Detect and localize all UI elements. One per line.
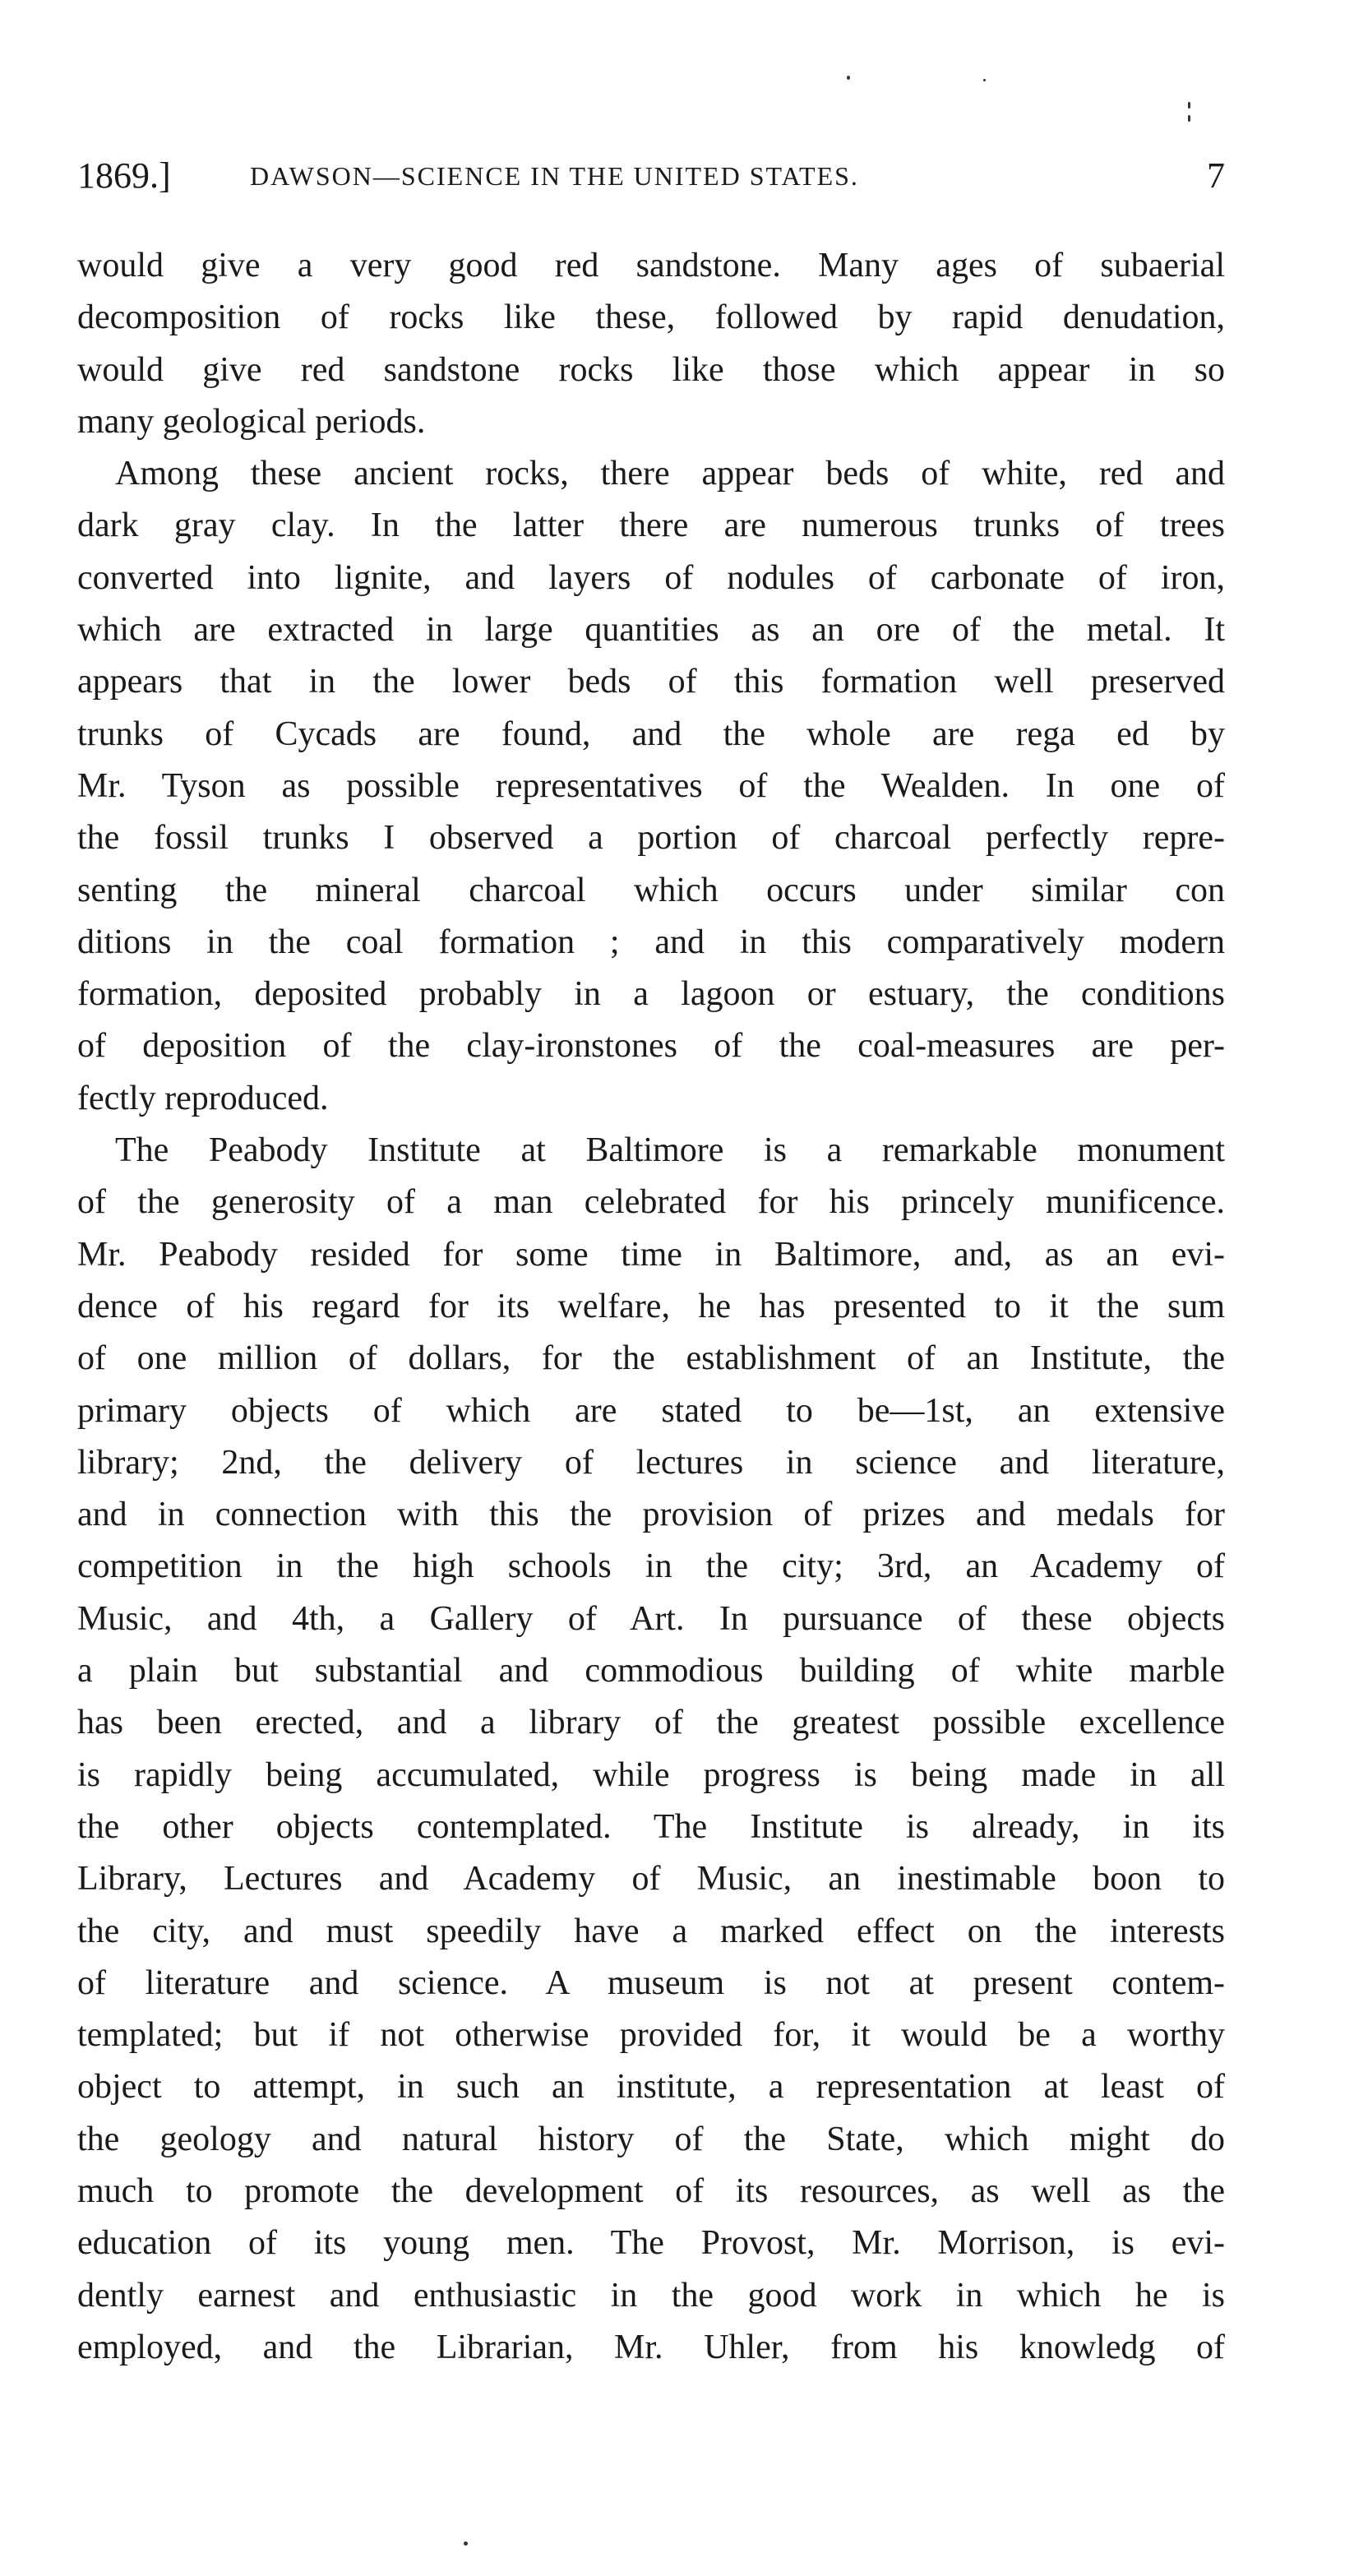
text-line: object to attempt, in such an institute, a representation at least of	[77, 2068, 1225, 2107]
text-line: appears that in the lower beds of this formation well preserved	[77, 663, 1225, 701]
paragraph-first-line: Among these ancient rocks, there appear beds of white, red and	[115, 455, 1225, 493]
text-line: is rapidly being accumulated, while progress is being made in all	[77, 1755, 1225, 1794]
text-line: decomposition of rocks like these, followed by rapid denudation,	[77, 298, 1225, 337]
text-line: of literature and science. A museum is not at present contem-	[77, 1963, 1225, 2002]
text-line: Mr. Tyson as possible representatives of the Wealden. In one of	[77, 766, 1225, 805]
ink-speck	[1188, 102, 1190, 109]
text-line: fectly reproduced.	[77, 1079, 329, 1117]
running-title: DAWSON—SCIENCE IN THE UNITED STATES.	[250, 161, 859, 191]
text-line: the city, and must speedily have a marked effect on the interests	[77, 1912, 1225, 1950]
text-line: Music, and 4th, a Gallery of Art. In pursuance of these objects	[77, 1599, 1225, 1638]
text-line: formation, deposited probably in a lagoon or estuary, the conditions	[77, 975, 1225, 1014]
text-line: which are extracted in large quantities as an ore of the metal. It	[77, 611, 1225, 650]
text-line: templated; but if not otherwise provided for, it would be a worthy	[77, 2016, 1225, 2055]
text-line: has been erected, and a library of the greatest possible excellence	[77, 1704, 1225, 1742]
text-line: dark gray clay. In the latter there are numerous trunks of trees	[77, 506, 1225, 545]
text-line: Library, Lectures and Academy of Music, an inestimable boon to	[77, 1860, 1225, 1898]
text-line: dently earnest and enthusiastic in the good work in which he is	[77, 2276, 1225, 2315]
text-line: ditions in the coal formation ; and in this comparatively modern	[77, 923, 1225, 961]
text-line: Mr. Peabody resided for some time in Baltimore, and, as an evi-	[77, 1235, 1225, 1274]
paragraph-first-line: The Peabody Institute at Baltimore is a remarkable monument	[115, 1131, 1225, 1170]
text-line: competition in the high schools in the city; 3rd, an Academy of	[77, 1547, 1225, 1586]
text-line: of deposition of the clay-ironstones of the coal-measures are per-	[77, 1027, 1225, 1066]
text-line: many geological periods.	[77, 402, 426, 441]
text-line: education of its young men. The Provost, Mr. Morrison, is evi-	[77, 2224, 1225, 2263]
ink-speck	[1188, 115, 1190, 122]
page-number: 7	[1207, 155, 1225, 196]
text-line: dence of his regard for its welfare, he has presented to it the sum	[77, 1287, 1225, 1325]
text-line: primary objects of which are stated to be—1st, an extensive	[77, 1391, 1225, 1430]
ink-speck	[464, 2541, 468, 2546]
text-line: and in connection with this the provision of prizes and medals for	[77, 1496, 1225, 1534]
text-line: would give a very good red sandstone. Many ages of subaerial	[77, 247, 1225, 284]
ink-speck	[847, 76, 850, 80]
text-line: of one million of dollars, for the establishment of an Institute, the	[77, 1339, 1225, 1378]
text-line: senting the mineral charcoal which occurs under similar con	[77, 871, 1225, 909]
running-header	[77, 150, 1225, 202]
ink-speck	[983, 79, 986, 81]
text-line: converted into lignite, and layers of nodules of carbonate of iron,	[77, 558, 1225, 597]
text-line: a plain but substantial and commodious building of white marble	[77, 1652, 1225, 1690]
text-line: library; 2nd, the delivery of lectures in science and literature,	[77, 1443, 1225, 1482]
text-line: the other objects contemplated. The Institute is already, in its	[77, 1807, 1225, 1846]
text-line: the fossil trunks I observed a portion of charcoal perfectly repre-	[77, 819, 1225, 858]
text-line: of the generosity of a man celebrated for his princely munificence.	[77, 1183, 1225, 1222]
text-line: employed, and the Librarian, Mr. Uhler, from his knowledg of	[77, 2328, 1225, 2366]
text-line: much to promote the development of its resources, as well as the	[77, 2171, 1225, 2210]
text-line: the geology and natural history of the State, which might do	[77, 2120, 1225, 2158]
header-year: 1869.]	[77, 155, 171, 196]
body-text	[77, 240, 1225, 2374]
text-line: would give red sandstone rocks like those which appear in so	[77, 350, 1225, 389]
text-line: trunks of Cycads are found, and the whole are rega ed by	[77, 715, 1225, 753]
